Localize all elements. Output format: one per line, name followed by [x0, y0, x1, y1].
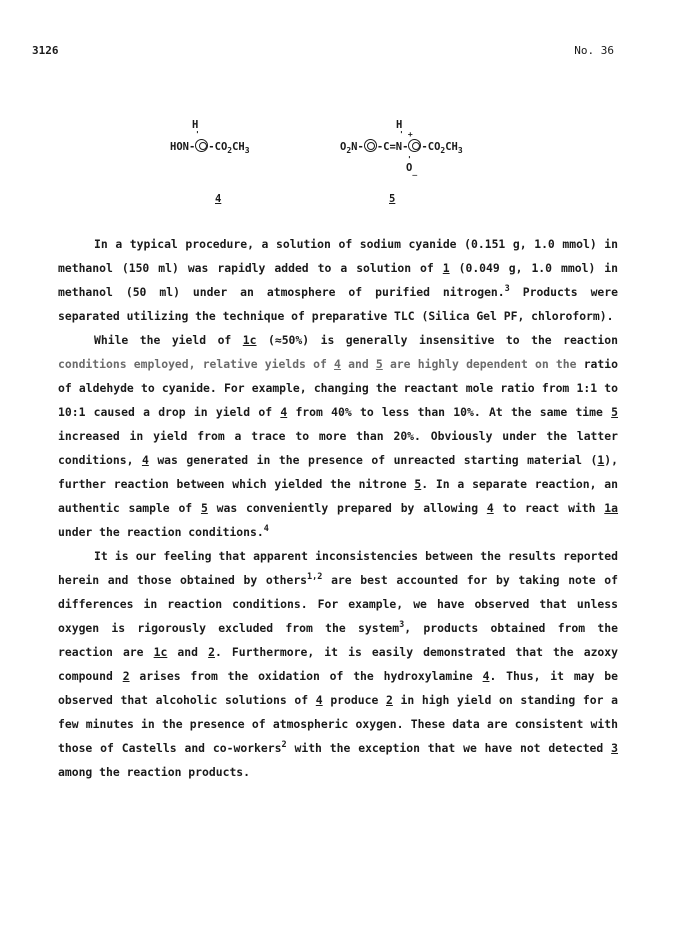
- compound-ref: 1c: [242, 333, 257, 347]
- text-run: It is our feeling that apparent inconsistencies between the results reported herein and those obtained by others: [58, 549, 618, 587]
- paragraph-1: [58, 232, 618, 328]
- compound-ref: 5: [200, 501, 208, 515]
- text-run: ), further reaction between which yielded the nitrone: [58, 453, 618, 491]
- text-run: (≈50%) is generally insensitive to the reaction: [256, 333, 618, 347]
- compound-label-4: 4: [215, 193, 222, 205]
- s5-plus: +: [407, 129, 413, 139]
- text-run: . In a separate reaction, an authentic sample of: [58, 477, 618, 515]
- body-text: [58, 232, 618, 784]
- text-run: conditions employed, relative yields of: [58, 357, 335, 371]
- s5-h: H: [396, 119, 403, 131]
- text-run: was conveniently prepared by allowing: [207, 501, 487, 515]
- s4-right: -CO: [208, 140, 228, 153]
- s5-o2n: O: [340, 140, 347, 153]
- compound-ref: 2: [122, 669, 130, 683]
- s4-sub3: 3: [244, 145, 250, 155]
- text-run: While the yield of: [94, 333, 243, 347]
- s5-n: N-: [351, 140, 364, 153]
- citation: 3: [399, 620, 405, 630]
- paragraph-2: [58, 328, 618, 544]
- text-run: in high yield on standing for a few minutes in the presence of atmospheric oxygen. These data are consistent with those of Castells and co-workers: [58, 693, 618, 755]
- text-run: under the reaction conditions.: [58, 525, 264, 539]
- page-number: 3126: [32, 44, 59, 57]
- benzene-ring-icon: [408, 139, 421, 152]
- compound-ref: 5: [611, 405, 618, 419]
- text-run: from 40% to less than 10%. At the same time: [287, 405, 612, 419]
- s4-sub2: 2: [227, 145, 233, 155]
- compound-ref: 4: [280, 405, 288, 419]
- text-run: . Thus, it may be observed that alcoholic solutions of: [58, 669, 618, 707]
- s5-right: -CO: [421, 140, 441, 153]
- citation: 2: [281, 740, 287, 750]
- citation: 1,2: [307, 572, 323, 582]
- s5-mid: -C=N-: [376, 140, 409, 153]
- text-run: ratio of aldehyde to cyanide. For example, changing the reactant mole ratio from 1:1 to 10:1 caused a drop in yield of: [58, 357, 618, 419]
- issue-number: No. 36: [574, 44, 614, 57]
- s4-ch: CH: [232, 140, 245, 153]
- s5-minus: _: [412, 166, 418, 176]
- text-run: , products obtained from the reaction are: [58, 621, 618, 659]
- text-run: to react with: [493, 501, 605, 515]
- s5-sub2b: 2: [440, 145, 446, 155]
- benzene-ring-icon: [195, 139, 208, 152]
- compound-ref: 4: [315, 693, 323, 707]
- s4-h: H: [192, 119, 199, 131]
- text-run: was generated in the presence of unreacted starting material (: [148, 453, 598, 467]
- citation: 4: [263, 524, 269, 534]
- text-run: arises from the oxidation of the hydroxylamine: [129, 669, 483, 683]
- text-run: (0.049 g, 1.0 mmol) in methanol (50 ml) under an atmosphere of purified nitrogen.: [58, 261, 618, 299]
- text-run: and: [340, 357, 376, 371]
- citation: 3: [504, 284, 510, 294]
- compound-ref: 4: [486, 501, 494, 515]
- text-run: . Furthermore, it is easily demonstrated that the azoxy compound: [58, 645, 618, 683]
- s5-sub3: 3: [457, 145, 463, 155]
- text-run: increased in yield from a trace to more than 20%. Obviously under the latter conditions,: [58, 429, 618, 467]
- text-run: Products were separated utilizing the technique of preparative TLC (Silica Gel PF, chloroform).: [58, 285, 618, 323]
- compound-ref: 1: [442, 261, 450, 275]
- compound-ref: 1: [597, 453, 605, 467]
- compound-ref: 4: [482, 669, 490, 683]
- text-run: produce: [322, 693, 386, 707]
- paragraph-3: [58, 544, 618, 784]
- structure-4: H ' HON- $-CO_2CH_3$: [170, 119, 250, 155]
- text-run: In a typical procedure, a solution of sodium cyanide (0.151 g, 1.0 mmol) in methanol (150 ml) was rapidly added to a solution of: [58, 237, 618, 275]
- compound-label-5: 5: [389, 193, 396, 205]
- text-run: are highly dependent on the: [382, 357, 577, 371]
- compound-ref: 2: [208, 645, 215, 659]
- s4-left: HON-: [170, 140, 196, 153]
- text-run: are best accounted for by taking note of differences in reaction conditions. For example, we have observed that unless oxygen is rigorously excluded from the system: [58, 573, 618, 635]
- s5-o: O: [406, 161, 413, 174]
- s5-ch: CH: [445, 140, 458, 153]
- compound-ref: 5: [414, 477, 422, 491]
- compound-ref: 4: [334, 357, 341, 371]
- benzene-ring-icon: [364, 139, 377, 152]
- compound-ref: 5: [375, 357, 383, 371]
- s5-sub2a: 2: [346, 145, 352, 155]
- text-run: with the exception that we have not detected: [286, 741, 612, 755]
- text-run: among the reaction products.: [58, 765, 251, 779]
- text-run: and: [167, 645, 209, 659]
- compound-ref: 4: [141, 453, 149, 467]
- structure-5: H ' + $O_2N-$ -C=N- $-CO_2CH_3$ ' $O_{\_}$: [340, 119, 463, 176]
- compound-ref: 1c: [153, 645, 168, 659]
- compound-ref: 2: [386, 693, 393, 707]
- compound-ref: 3: [611, 741, 618, 755]
- compound-ref: 1a: [604, 501, 619, 515]
